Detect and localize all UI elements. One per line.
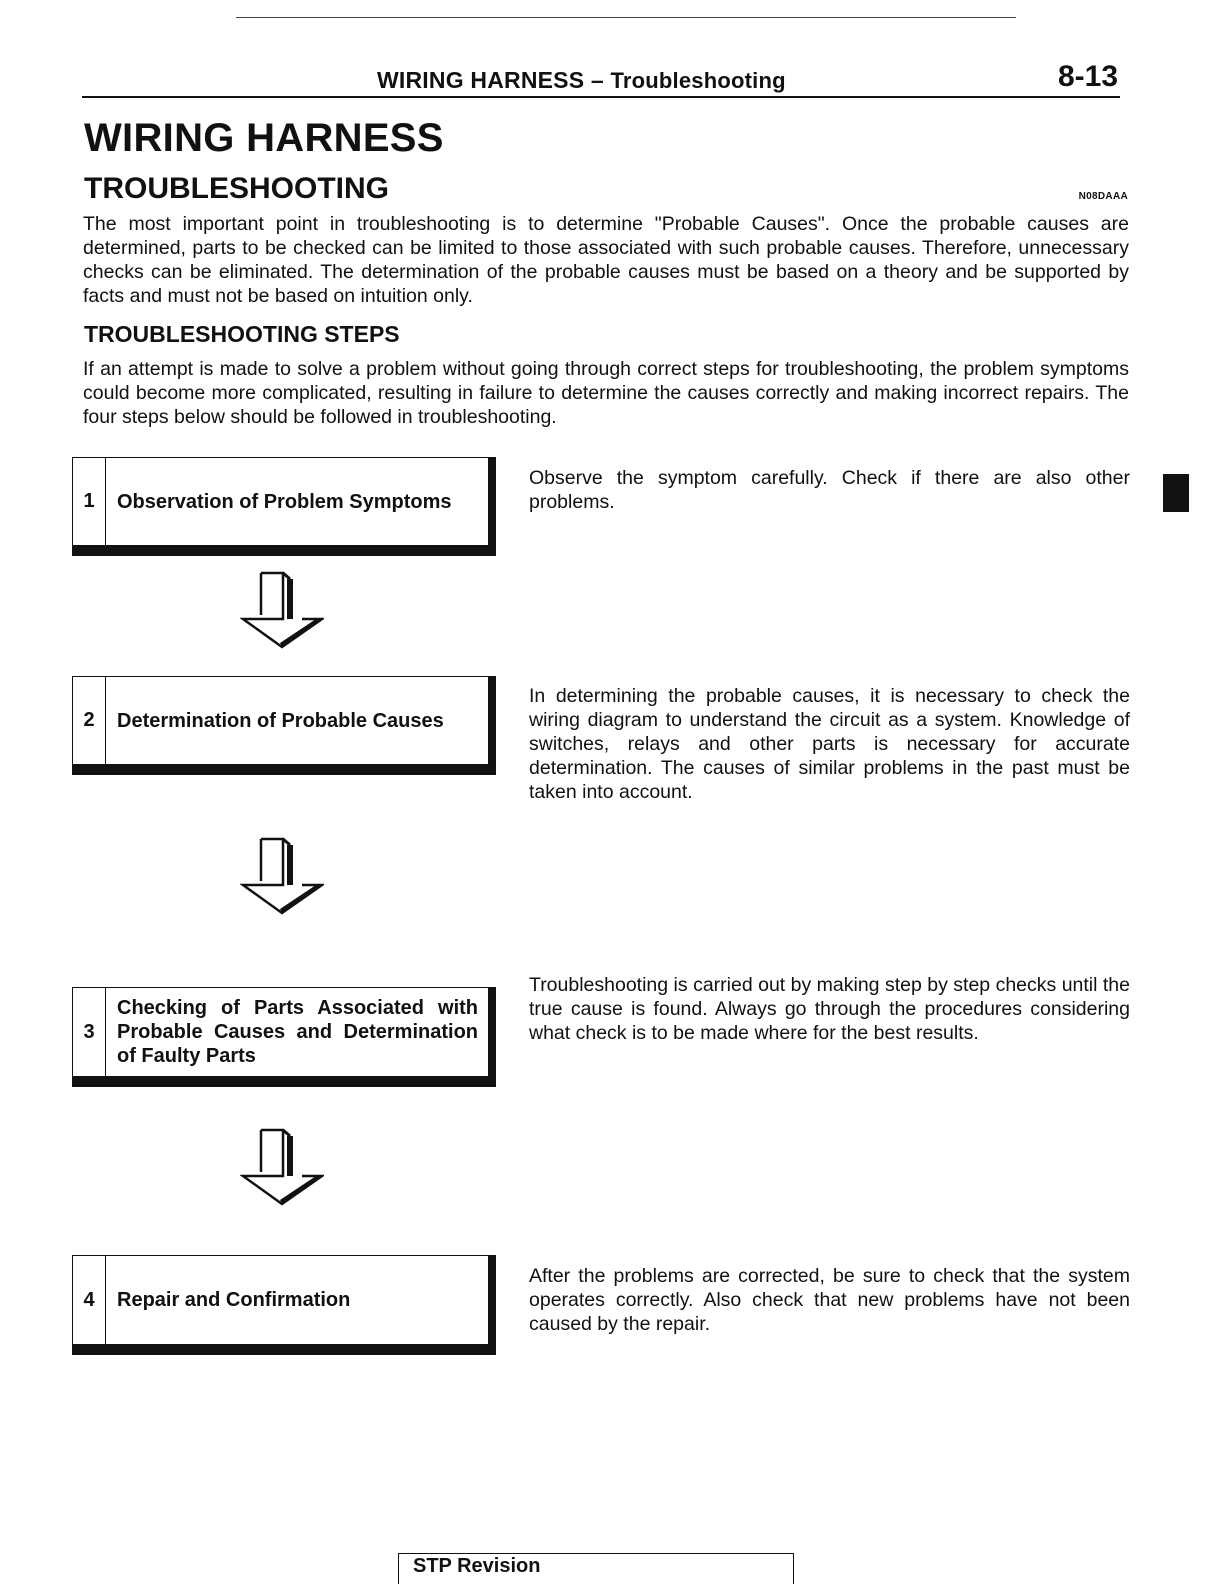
step-box-1 [72, 457, 496, 556]
steps-section-title: TROUBLESHOOTING STEPS [84, 321, 400, 347]
top-rule [236, 17, 1016, 18]
step-number: 3 [73, 988, 106, 1076]
document-code: N08DAAA [1078, 191, 1128, 202]
section-title: TROUBLESHOOTING [84, 172, 389, 205]
step-label: Determination of Probable Causes [117, 709, 444, 732]
step-label: Repair and Confirmation [117, 1289, 351, 1311]
step-description-3: Troubleshooting is carried out by making step by step checks until the true cause is found. Always go through the procedures considering what check is to be made where for the best results. [529, 974, 1130, 1044]
step-box-3 [72, 987, 496, 1087]
step-label: Checking of Parts Associated with Probable Causes and Determination of Faulty Parts [117, 997, 478, 1067]
down-arrow-icon [240, 1128, 324, 1206]
down-arrow-icon [240, 571, 324, 649]
main-title: WIRING HARNESS [84, 116, 444, 160]
step-description-1: Observe the symptom carefully. Check if there are also other problems. [529, 467, 1130, 513]
header-title [377, 67, 786, 94]
step-box-2 [72, 676, 496, 775]
footer-label: STP Revision [413, 1555, 541, 1577]
section-tab-marker [1163, 474, 1189, 512]
steps-intro-paragraph: If an attempt is made to solve a problem without going through correct steps for troubleshooting, the problem symptoms could become more complicated, resulting in failure to determine the causes correctly and making incorrect repairs. The four steps below should be followed in troubleshooting. [83, 358, 1129, 428]
header-subtitle: Troubleshooting [610, 68, 786, 93]
step-number: 1 [73, 458, 106, 545]
step-description-2: In determining the probable causes, it is necessary to check the wiring diagram to understand the circuit as a system. Knowledge of switches, relays and other parts is necessary for accurate determination. The causes of similar problems in the past must be taken into account. [529, 685, 1130, 803]
intro-paragraph: The most important point in troubleshooting is to determine "Probable Causes". Once the probable causes are determined, parts to be checked can be limited to those associated with such probable causes. Therefore, unnecessary checks can be eliminated. The determination of the probable causes must be based on a theory and be supported by facts and must not be based on intuition only. [83, 213, 1129, 307]
header-separator: – [590, 67, 604, 93]
page-header [82, 58, 1120, 98]
step-number: 4 [73, 1256, 106, 1344]
step-label: Observation of Problem Symptoms [117, 490, 452, 513]
step-box-4 [72, 1255, 496, 1355]
footer-box [398, 1553, 794, 1584]
down-arrow-icon [240, 837, 324, 915]
step-number: 2 [73, 677, 106, 764]
step-description-4: After the problems are corrected, be sure to check that the system operates correctly. Also check that new problems have not been caused by the repair. [529, 1265, 1130, 1335]
header-section: WIRING HARNESS [377, 67, 585, 93]
page-number: 8-13 [1057, 60, 1118, 93]
